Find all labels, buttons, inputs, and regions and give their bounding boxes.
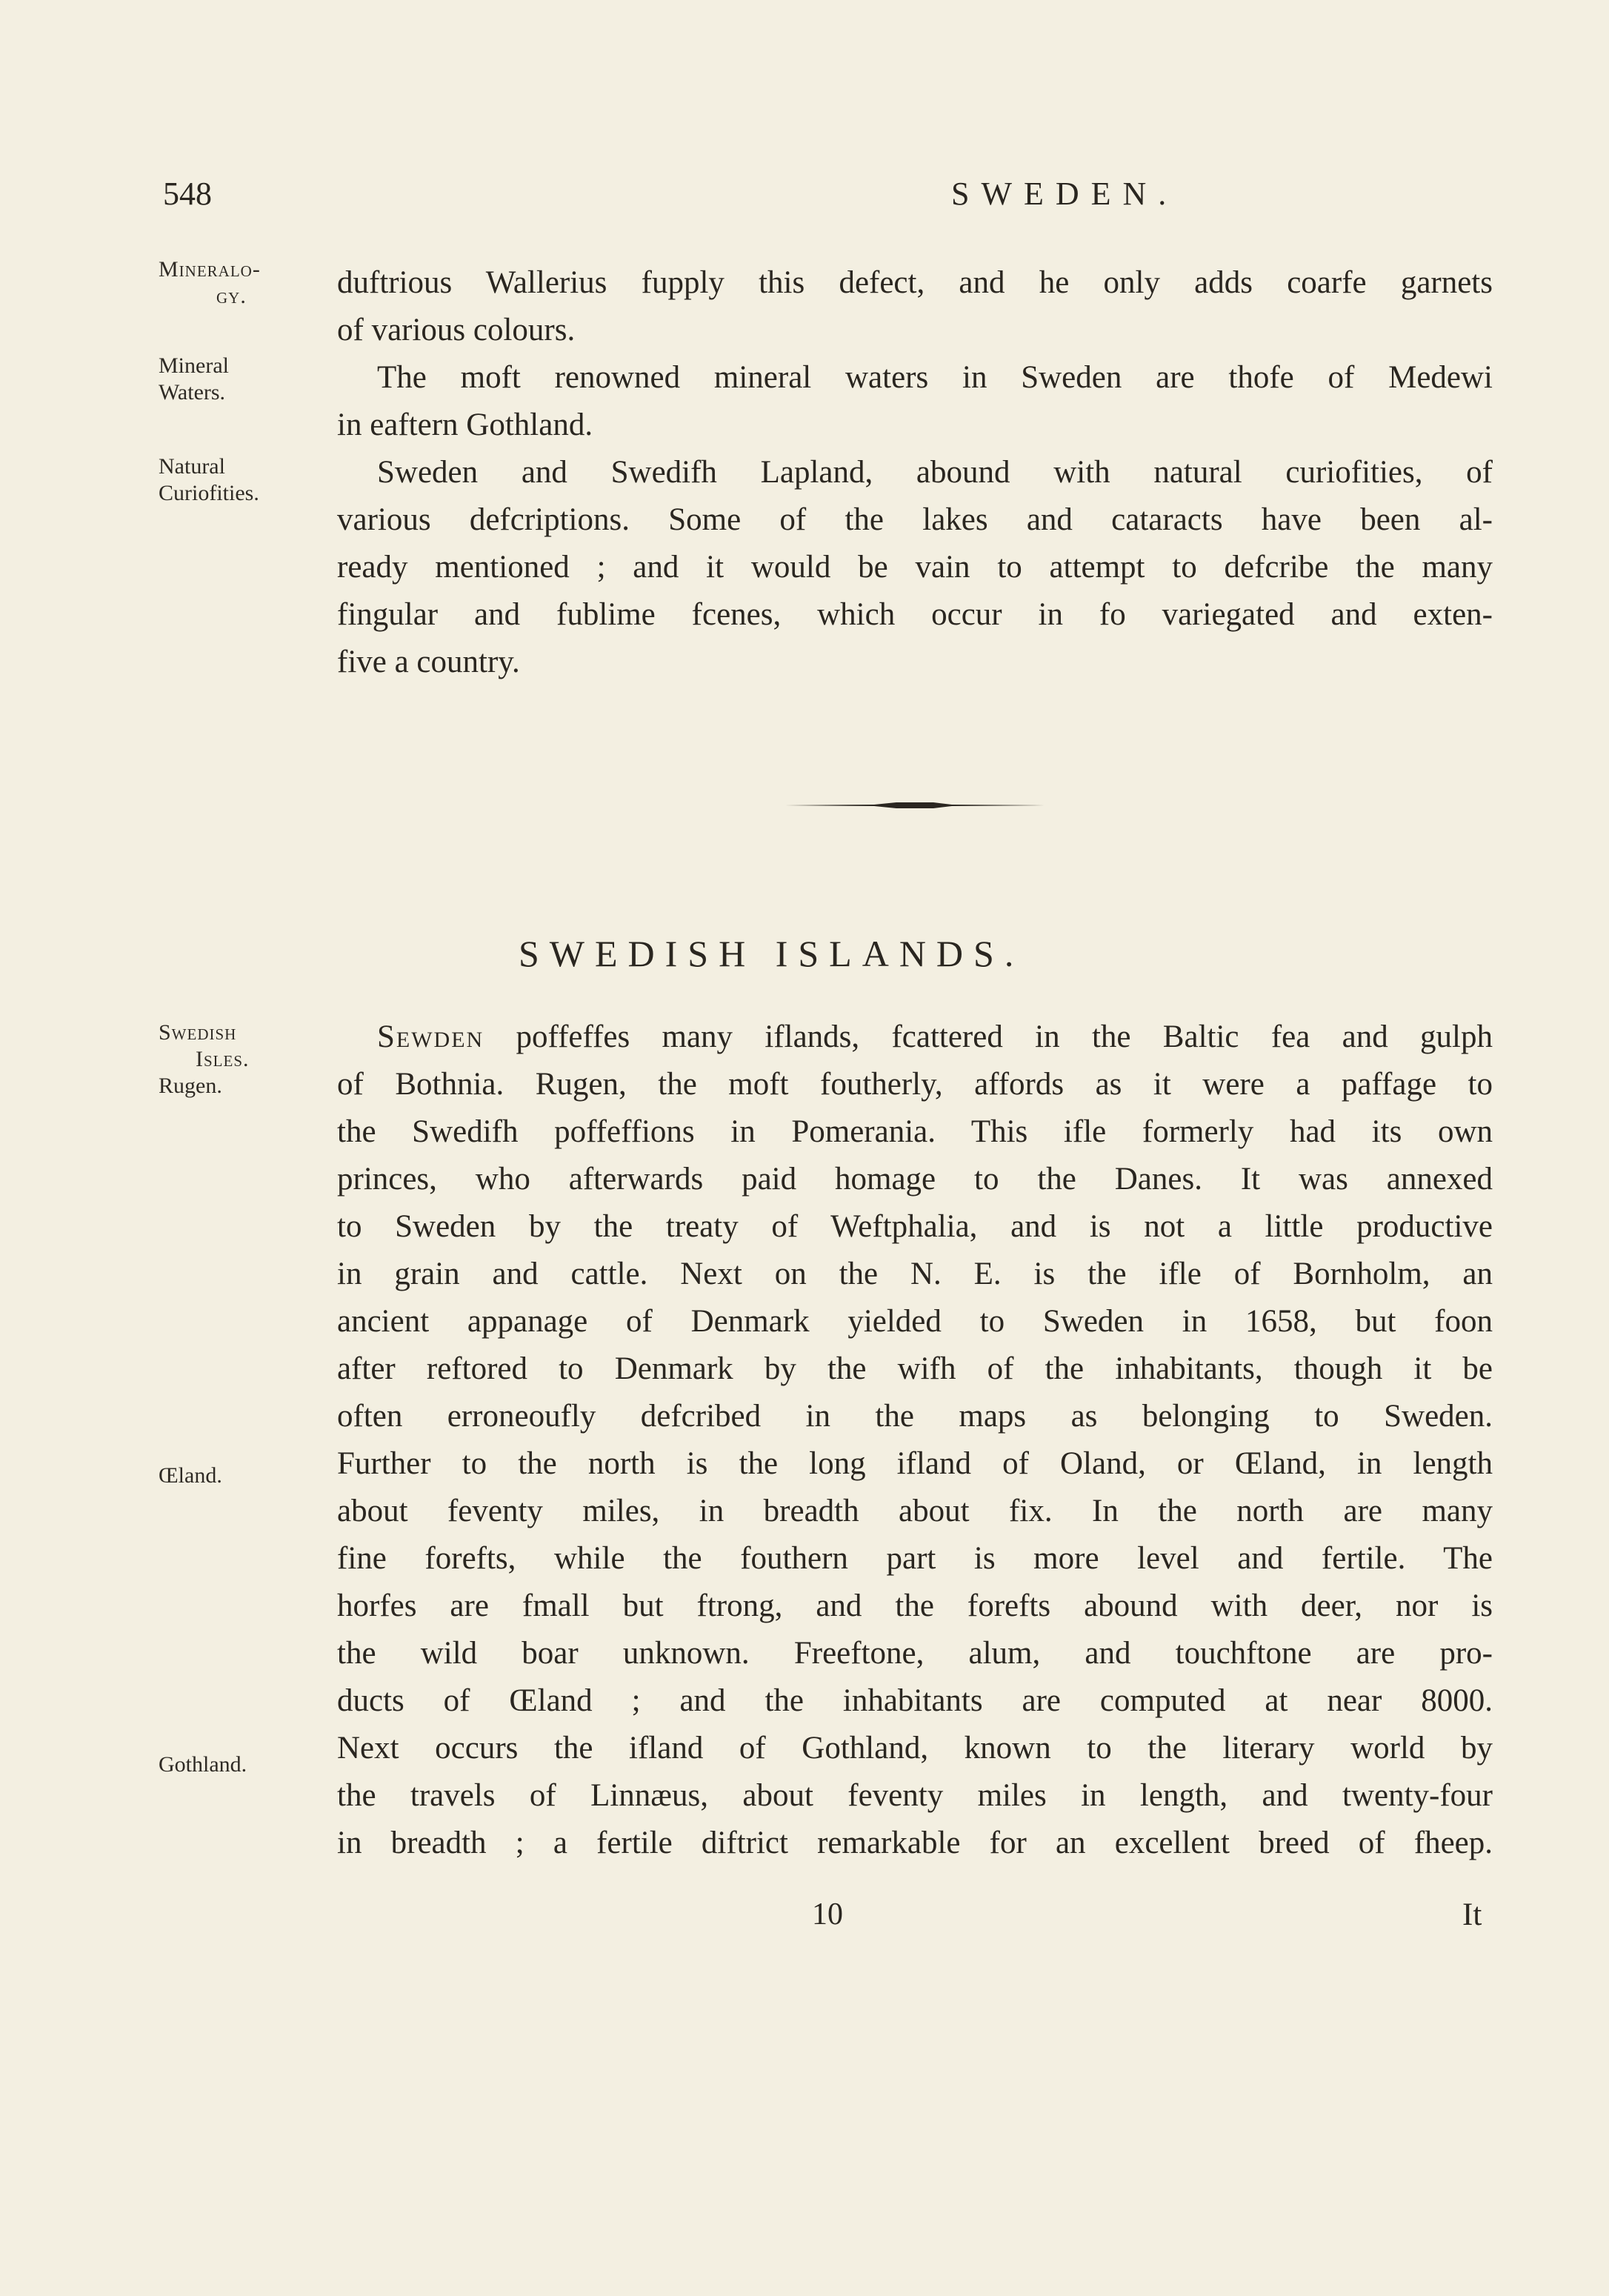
sidenote-swedish-isles <box>159 1019 322 1099</box>
text-line: of Bothnia. Rugen, the moft foutherly, affords as it were a paffage to <box>337 1067 1493 1102</box>
sidenote-line: Waters. <box>159 380 226 405</box>
text-line: Further to the north is the long ifland of Oland, or Œland, in length <box>337 1446 1493 1481</box>
ornamental-rule <box>785 800 1045 811</box>
text-line: five a country. <box>337 645 520 679</box>
text-line: the wild boar unknown. Freeftone, alum, and touchftone are pro- <box>337 1636 1493 1671</box>
sidenote-line: Natural <box>159 454 225 479</box>
lead-word: Sewden <box>377 1019 484 1054</box>
text-line: the Swedifh poffeffions in Pomerania. This ifle formerly had its own <box>337 1114 1493 1149</box>
sidenote-line: Rugen. <box>159 1074 222 1098</box>
running-title: SWEDEN. <box>951 176 1179 212</box>
text-line: in breadth ; a fertile diftrict remarkable for an excellent breed of fheep. <box>337 1826 1493 1860</box>
catchword: It <box>1462 1897 1482 1932</box>
text-line: often erroneoufly defcribed in the maps as belonging to Sweden. <box>337 1399 1493 1434</box>
text-line: various defcriptions. Some of the lakes and cataracts have been al- <box>337 502 1493 537</box>
text-line: about feventy miles, in breadth about fix. In the north are many <box>337 1494 1493 1528</box>
paragraph-swedish-islands <box>337 1014 1493 1867</box>
sidenote-mineral-waters <box>159 353 322 406</box>
text-line: The moft renowned mineral waters in Sweden are thofe of Medewi <box>377 360 1493 395</box>
text-line: ancient appanage of Denmark yielded to Sweden in 1658, but foon <box>337 1304 1493 1339</box>
text-line: after reftored to Denmark by the wifh of the inhabitants, though it be <box>337 1351 1493 1386</box>
sidenote-natural-curiosities <box>159 453 322 507</box>
sidenote-mineralogy <box>159 256 322 310</box>
sidenote-oeland <box>159 1463 322 1489</box>
lead-line-rest: poffeffes many iflands, fcattered in the Baltic fea and gulph <box>484 1019 1493 1054</box>
text-line <box>337 1014 1493 1061</box>
text-line: fine forefts, while the fouthern part is more level and fertile. The <box>337 1541 1493 1576</box>
sidenote-line: Isles. <box>196 1047 250 1071</box>
text-line: ducts of Œland ; and the inhabitants are computed at near 8000. <box>337 1683 1493 1718</box>
paragraph-natural-curiosities <box>337 449 1493 686</box>
text-line: duftrious Wallerius fupply this defect, and he only adds coarfe garnets <box>337 265 1493 300</box>
paragraph-mineral-waters <box>337 354 1493 449</box>
page-number: 548 <box>163 176 212 212</box>
text-line: Next occurs the ifland of Gothland, known to the literary world by <box>337 1731 1493 1766</box>
text-line: princes, who afterwards paid homage to the Danes. It was annexed <box>337 1162 1493 1197</box>
sidenote-line: gy. <box>216 284 247 308</box>
section-heading: SWEDISH ISLANDS. <box>519 933 1025 974</box>
text-line: Sweden and Swedifh Lapland, abound with natural curiofities, of <box>377 455 1493 490</box>
text-line: ready mentioned ; and it would be vain to attempt to defcribe the many <box>337 550 1493 585</box>
sidenote-line: Mineralo- <box>159 257 261 282</box>
sidenote-line: Œland. <box>159 1463 222 1488</box>
sidenote-gothland <box>159 1751 322 1778</box>
sidenote-line: Gothland. <box>159 1752 247 1777</box>
signature-mark: 10 <box>812 1897 843 1931</box>
sidenote-line: Mineral <box>159 353 229 378</box>
sidenote-line: Swedish <box>159 1020 237 1045</box>
text-line: in eaftern Gothland. <box>337 407 593 442</box>
paragraph-mineralogy <box>337 259 1493 354</box>
text-line: the travels of Linnæus, about feventy miles in length, and twenty-four <box>337 1778 1493 1813</box>
text-line: horfes are fmall but ftrong, and the forefts abound with deer, nor is <box>337 1588 1493 1623</box>
text-line: of various colours. <box>337 313 576 347</box>
text-line: fingular and fublime fcenes, which occur in fo variegated and exten- <box>337 597 1493 632</box>
text-line: to Sweden by the treaty of Weftphalia, and is not a little productive <box>337 1209 1493 1244</box>
sidenote-line: Curiofities. <box>159 481 259 505</box>
page-header <box>163 175 1496 227</box>
text-line: in grain and cattle. Next on the N. E. is the ifle of Bornholm, an <box>337 1257 1493 1291</box>
